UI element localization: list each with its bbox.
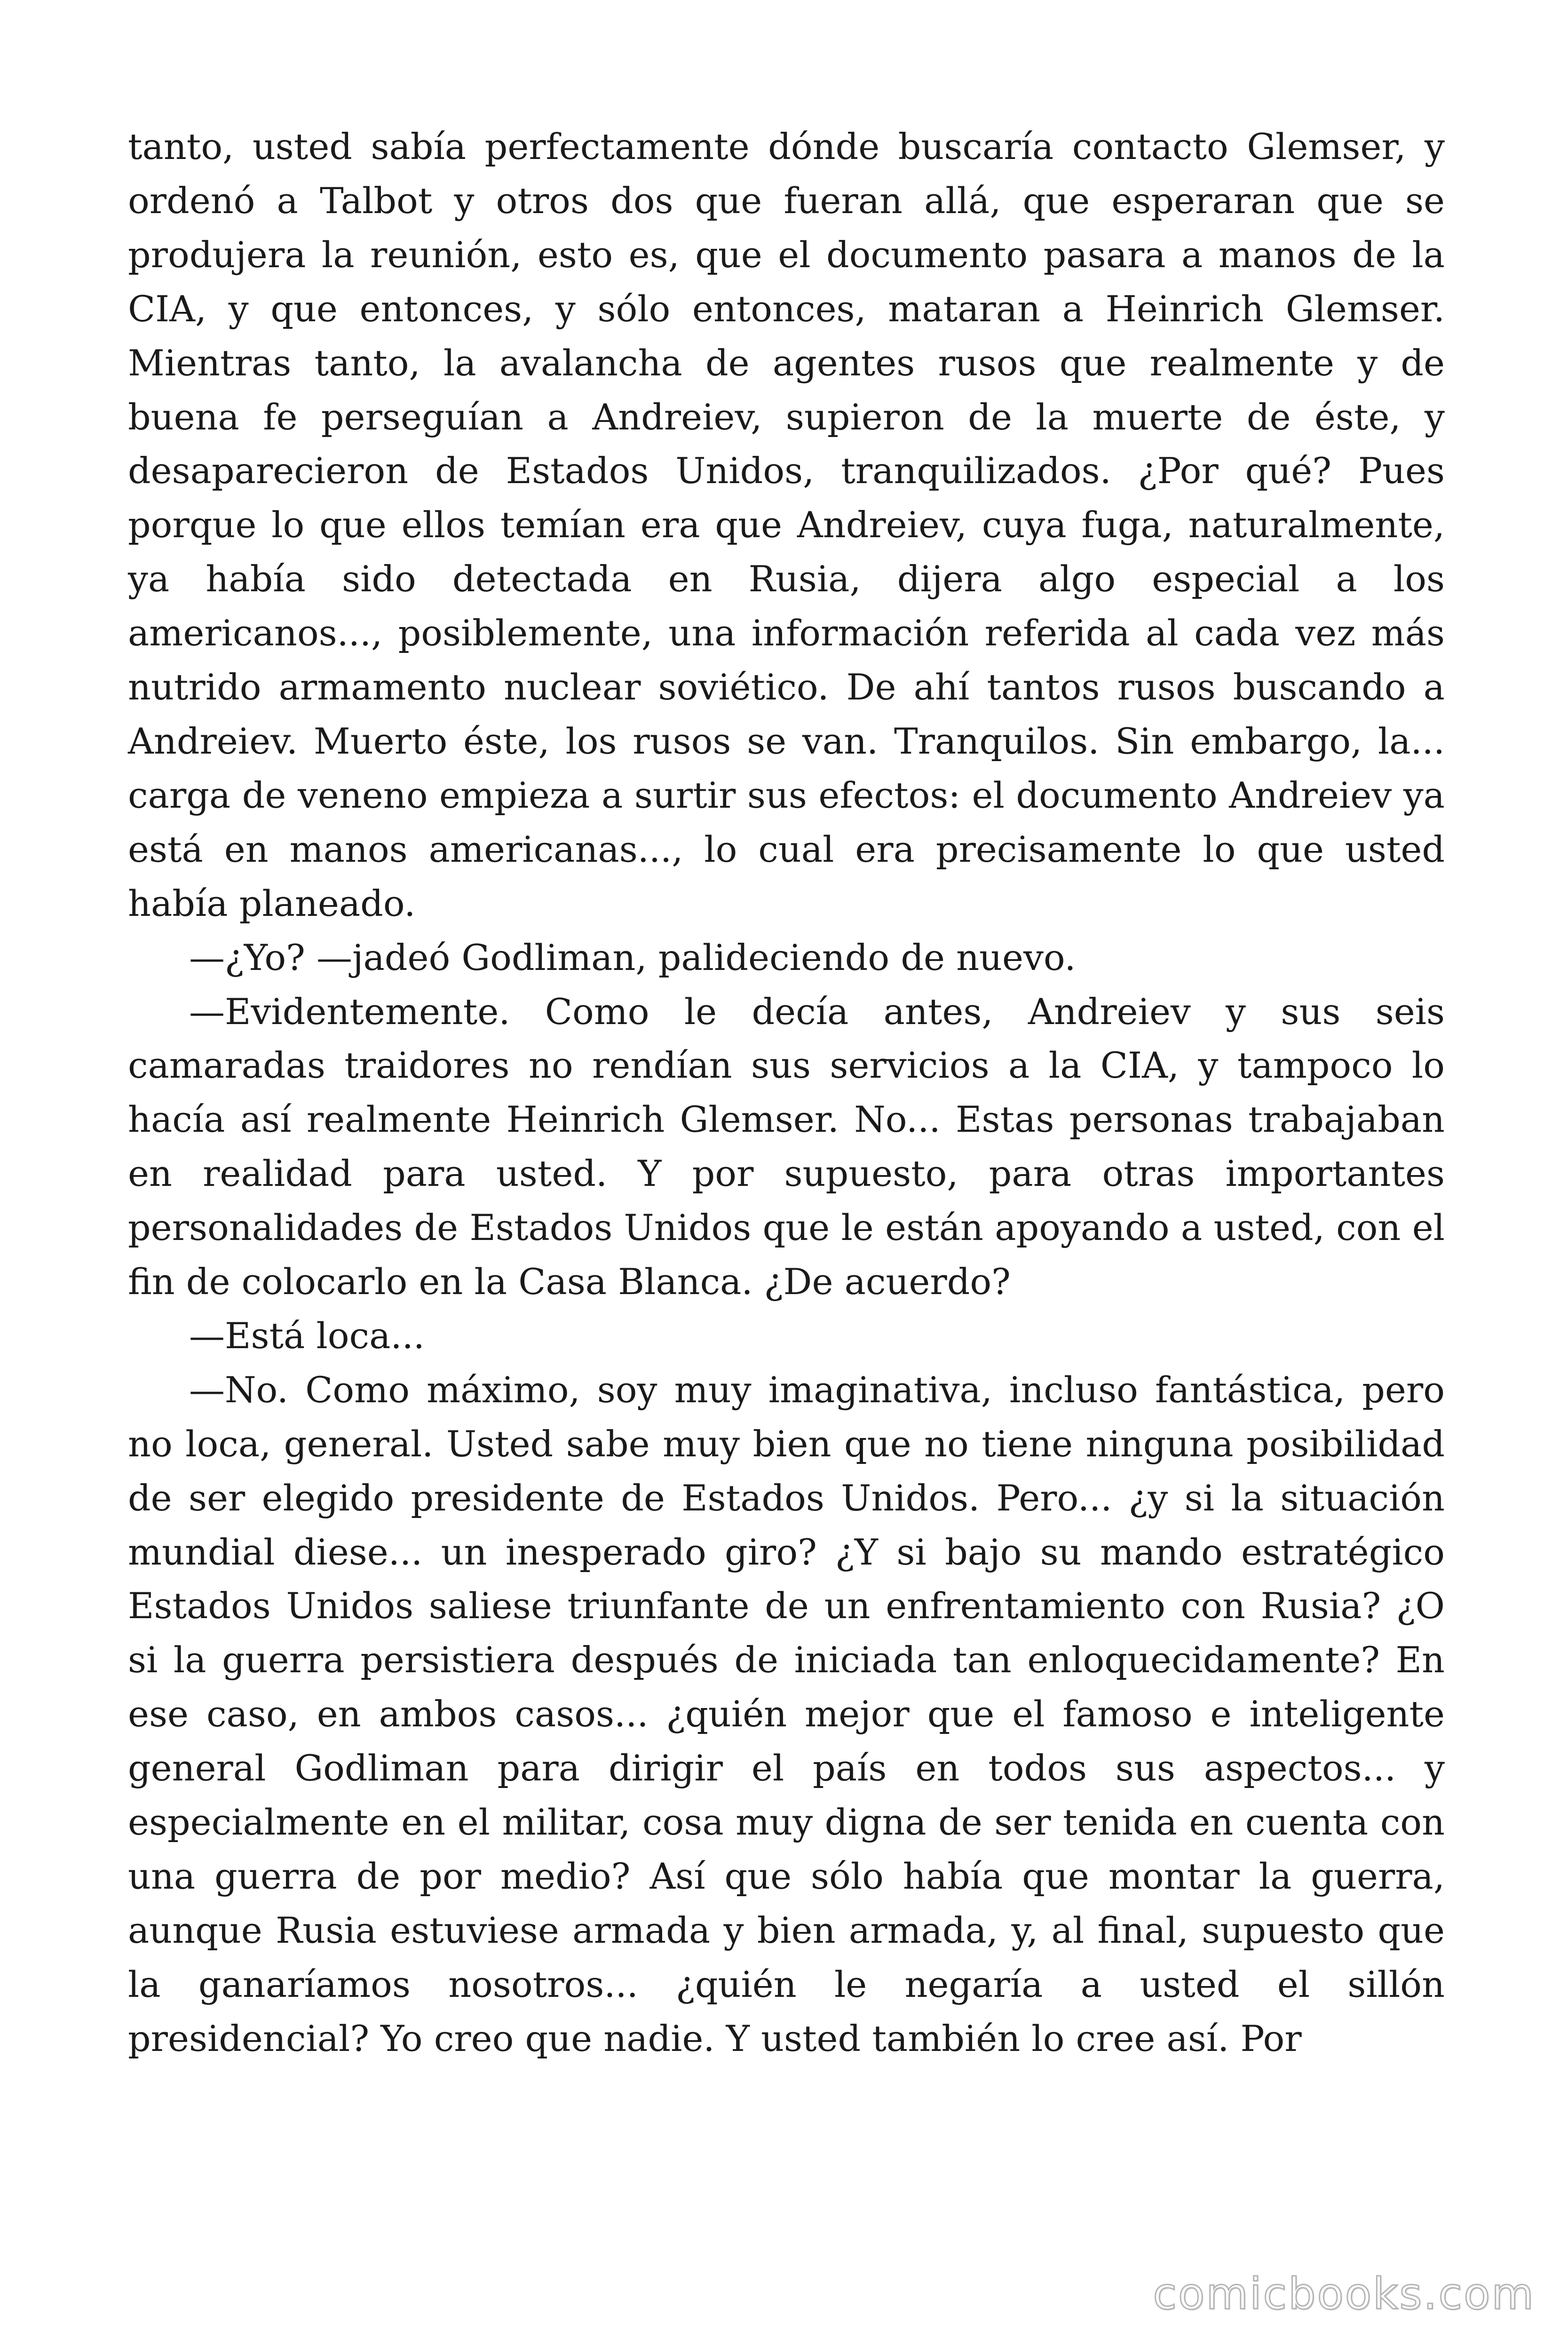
dialogue-paragraph: —Está loca... (189, 1314, 425, 1357)
body-paragraph: tanto, usted sabía perfectamente dónde buscaría contacto Glemser, y ordenó a Talbot y otros dos que fueran allá, que esperaran que se produjera la reunión, esto es, que el documento pasara a manos de la CIA, y que entonces, y sólo entonces, mataran a Heinrich Glemser. Mientras tanto, la avalancha de agentes rusos que realmente y de buena fe perseguían a Andreiev, supieron de la muerte de éste, y desaparecieron de Estados Unidos, tranquilizados. ¿Por qué? Pues porque lo que ellos temían era que Andreiev, cuya fuga, naturalmente, ya había sido detectada en Rusia, dijera algo especial a los americanos..., posiblemente, una información referida al cada vez más nutrido armamento nuclear soviético. De ahí tantos rusos buscando a Andreiev. Muerto éste, los rusos se van. Tranquilos. Sin embargo, la... carga de veneno empieza a surtir sus efectos: el documento Andreiev ya está en manos americanas..., lo cual era precisamente lo que usted había planeado. (128, 126, 1445, 924)
document-page (128, 120, 1445, 2066)
watermark: comicbooks.com (1153, 2269, 1535, 2319)
dialogue-paragraph: —No. Como máximo, soy muy imaginativa, incluso fantástica, pero no loca, general. Usted sabe muy bien que no tiene ninguna posibilidad de ser elegido presidente de Estados Unidos. Pero... ¿y si la situación mundial diese... un inesperado giro? ¿Y si bajo su mando estratégico Estados Unidos saliese triunfante de un enfrentamiento con Rusia? ¿O si la guerra persistiera después de iniciada tan enloquecidamente? En ese caso, en ambos casos... ¿quién mejor que el famoso e inteligente general Godliman para dirigir el país en todos sus aspectos... y especialmente en el militar, cosa muy digna de ser tenida en cuenta con una guerra de por medio? Así que sólo había que montar la guerra, aunque Rusia estuviese armada y bien armada, y, al final, supuesto que la ganaríamos nosotros... ¿quién le negaría a usted el sillón presidencial? Yo creo que nadie. Y usted también lo cree así. Por (128, 1368, 1445, 2059)
dialogue-paragraph: —¿Yo? —jadeó Godliman, palideciendo de nuevo. (189, 936, 1076, 978)
dialogue-paragraph: —Evidentemente. Como le decía antes, Andreiev y sus seis camaradas traidores no rendían sus servicios a la CIA, y tampoco lo hacía así realmente Heinrich Glemser. No... Estas personas trabajaban en realidad para usted. Y por supuesto, para otras importantes personalidades de Estados Unidos que le están apoyando a usted, con el fin de colocarlo en la Casa Blanca. ¿De acuerdo? (128, 990, 1445, 1303)
